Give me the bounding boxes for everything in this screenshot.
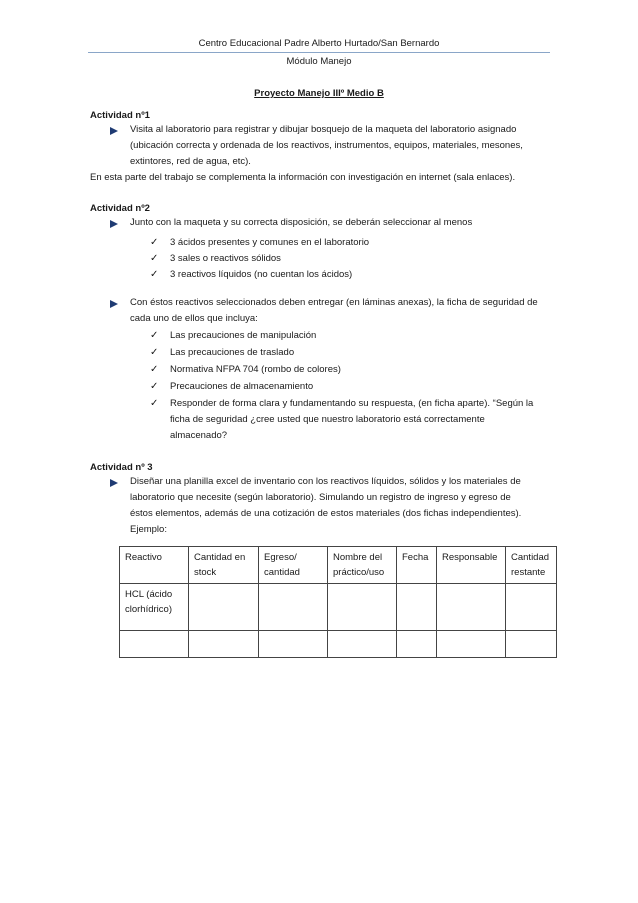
activity1-line-3: extintores, red de agua, etc). <box>130 156 251 167</box>
checkmark-icon: ✓ <box>150 347 159 358</box>
checkmark-icon: ✓ <box>150 398 159 409</box>
right-triangle-icon <box>110 300 118 308</box>
activity2-check2-item: Precauciones de almacenamiento <box>170 381 314 392</box>
table-cell <box>259 631 328 658</box>
activity2-bullet1: Junto con la maqueta y su correcta disposición, se deberán seleccionar al menos <box>130 217 473 228</box>
activity2-bullet2-line1: Con éstos reactivos seleccionados deben entregar (en láminas anexas), la ficha de seguridad de <box>130 297 538 308</box>
right-triangle-icon <box>110 220 118 228</box>
right-triangle-icon <box>110 127 118 135</box>
activity2-check-continuation: almacenado? <box>170 430 228 441</box>
table-cell <box>437 631 506 658</box>
activity1-line-2: (ubicación correcta y ordenada de los reactivos, instrumentos, equipos, materiales, mesones, <box>130 140 523 151</box>
header-module: Módulo Manejo <box>286 56 352 67</box>
table-header-cell: Nombre del práctico/uso <box>328 547 397 584</box>
table-header-row <box>120 547 557 584</box>
activity2-check1-item: 3 sales o reactivos sólidos <box>170 253 281 264</box>
activity3-line: laboratorio que necesite (según laboratorio). Simulando un registro de ingreso y egreso de <box>130 492 511 503</box>
activity2-check1-item: 3 ácidos presentes y comunes en el laboratorio <box>170 237 370 248</box>
document-title: Proyecto Manejo IIIº Medio B <box>254 88 384 99</box>
table-header-cell: Cantidad en stock <box>189 547 259 584</box>
checkmark-icon: ✓ <box>150 381 159 392</box>
table-header-cell: Reactivo <box>120 547 189 584</box>
activity1-heading: Actividad nº1 <box>90 110 150 121</box>
header-institution: Centro Educacional Padre Alberto Hurtado/San Bernardo <box>198 38 440 49</box>
table-header-cell: Responsable <box>437 547 506 584</box>
table-cell <box>328 631 397 658</box>
table-cell <box>328 584 397 631</box>
table-cell: HCL (ácido clorhídrico) <box>120 584 189 631</box>
table-row <box>120 584 557 631</box>
activity2-check1-item: 3 reactivos líquidos (no cuentan los ácidos) <box>170 269 353 280</box>
table-cell <box>120 631 189 658</box>
inventory-table <box>119 546 557 658</box>
table-cell <box>437 584 506 631</box>
table-cell <box>397 631 437 658</box>
table-cell <box>397 584 437 631</box>
activity2-heading: Actividad nº2 <box>90 203 150 214</box>
activity3-line: Diseñar una planilla excel de inventario con los reactivos líquidos, sólidos y los materiales de <box>130 476 521 487</box>
activity1-note: En esta parte del trabajo se complementa la información con investigación en internet (sala enlaces). <box>90 172 516 183</box>
checkmark-icon: ✓ <box>150 269 159 280</box>
checkmark-icon: ✓ <box>150 253 159 264</box>
activity3-line: Ejemplo: <box>130 524 167 535</box>
header-rule <box>88 52 550 53</box>
table-row <box>120 631 557 658</box>
activity2-check-continuation: ficha de seguridad ¿cree usted que nuestro laboratorio está correctamente <box>170 414 485 425</box>
activity3-heading: Actividad nº 3 <box>90 462 153 473</box>
activity2-check2-item: Las precauciones de manipulación <box>170 330 317 341</box>
activity2-check2-item: Responder de forma clara y fundamentando su respuesta, (en ficha aparte). “Según la <box>170 398 534 409</box>
activity2-bullet2-line2: cada uno de ellos que incluya: <box>130 313 258 324</box>
table-header-cell: Fecha <box>397 547 437 584</box>
checkmark-icon: ✓ <box>150 237 159 248</box>
checkmark-icon: ✓ <box>150 364 159 375</box>
activity1-line-1: Visita al laboratorio para registrar y dibujar bosquejo de la maqueta del laboratorio asignado <box>130 124 517 135</box>
table-cell <box>506 631 557 658</box>
table-cell <box>259 584 328 631</box>
activity2-check2-item: Normativa NFPA 704 (rombo de colores) <box>170 364 341 375</box>
table-header-cell: Egreso/ cantidad <box>259 547 328 584</box>
table-cell <box>506 584 557 631</box>
table-cell <box>189 584 259 631</box>
right-triangle-icon <box>110 479 118 487</box>
table-cell <box>189 631 259 658</box>
checkmark-icon: ✓ <box>150 330 159 341</box>
activity3-line: éstos elementos, además de una cotización de estos materiales (dos fichas independientes). <box>130 508 522 519</box>
table-header-cell: Cantidad restante <box>506 547 557 584</box>
activity2-check2-item: Las precauciones de traslado <box>170 347 295 358</box>
